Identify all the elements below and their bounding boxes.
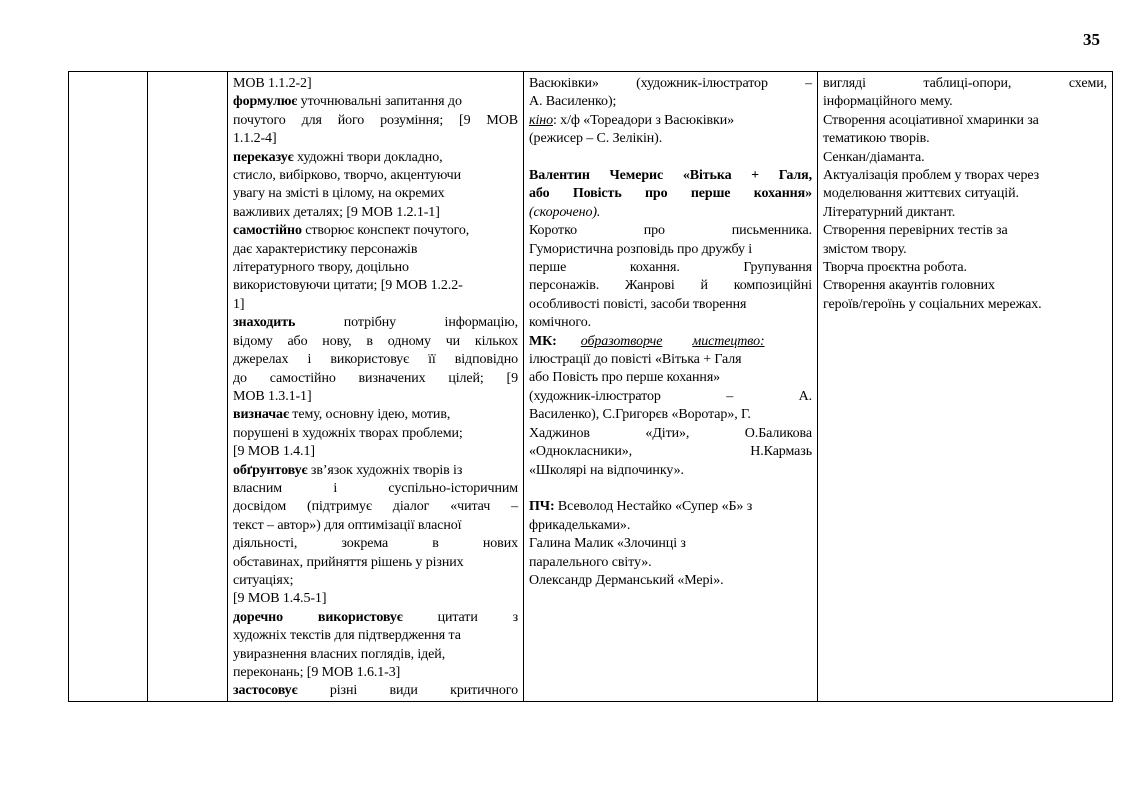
- text-fragment: цитати з: [402, 609, 519, 625]
- text-line: увагу на змісті в цілому, на окремих: [233, 186, 445, 202]
- text-fragment: зв’язок художніх творів із: [307, 462, 463, 478]
- text-line: інформаційного мему.: [823, 94, 953, 110]
- page-number: 35: [1083, 30, 1100, 49]
- text-line: діяльності, зокрема в нових: [233, 536, 518, 552]
- text-line: обставинах, прийняття рішень у різних: [233, 554, 464, 570]
- text-fragment: потрібну інформацію,: [295, 315, 518, 331]
- text-line: персонажів. Жанрові й композиційні: [529, 278, 812, 294]
- text-line: переконань; [9 МОВ 1.6.1-3]: [233, 665, 401, 680]
- text-line: «Однокласники», Н.Кармазь: [529, 444, 812, 460]
- text-line: Створення акаунтів головних: [823, 278, 995, 294]
- key-verb: застосовує: [233, 683, 298, 699]
- kino-label: кіно: [529, 112, 553, 128]
- text-line: Олександр Дерманський «Мері».: [529, 572, 724, 588]
- text-line: вигляді таблиці-опори, схеми,: [823, 76, 1107, 91]
- text-fragment: уточнювальні запитання до: [297, 94, 462, 110]
- text-line: до самостійно визначених цілей; [9: [233, 370, 518, 386]
- text-line: досвідом (підтримує діалог «читач –: [233, 499, 518, 515]
- text-line: стисло, вибірково, творчо, акцентуючи: [233, 168, 461, 184]
- text-line: Галина Малик «Злочинці з: [529, 536, 686, 552]
- text-line: [233, 222, 518, 240]
- text-line: фрикадельками».: [529, 517, 631, 533]
- text-line: текст – автор») для оптимізації власної: [233, 517, 462, 533]
- text-line: Гумористична розповідь про дружбу і: [529, 241, 753, 257]
- text-fragment: : х/ф «Тореадори з Васюківки»: [552, 112, 734, 128]
- text-line: моделювання життєвих ситуацій.: [823, 186, 1019, 202]
- key-verb: переказує: [233, 149, 294, 165]
- text-line: Хаджинов «Діти», О.Баликова: [529, 425, 812, 441]
- text-line: Коротко про письменника.: [529, 223, 812, 239]
- text-line: [233, 609, 518, 627]
- text-line: ілюстрації до повісті «Вітька + Галя: [529, 352, 742, 368]
- text-line: (художник-ілюстратор – А.: [529, 388, 812, 404]
- key-verb: доречно використовує: [233, 609, 403, 625]
- spacer: [529, 149, 812, 167]
- text-line: Створення перевірних тестів за: [823, 223, 1008, 239]
- text-line: Василенко), С.Григорєв «Воротар», Г.: [529, 407, 751, 423]
- mk-label: МК:: [529, 333, 557, 349]
- text-fragment: створює конспект почутого,: [301, 223, 470, 239]
- text-line: МОВ 1.1.2-2]: [233, 76, 312, 91]
- text-line: Сенкан/діаманта.: [823, 149, 925, 165]
- text-line: ситуаціях;: [233, 572, 294, 588]
- table-cell-content: [524, 72, 818, 702]
- text-fragment: художні твори докладно,: [293, 149, 443, 165]
- text-line: літературного твору, доцільно: [233, 260, 409, 276]
- curriculum-table: [68, 71, 1113, 702]
- text-line: паралельного світу».: [529, 554, 652, 570]
- text-line: використовуючи цитати; [9 МОВ 1.2.2-: [233, 278, 463, 294]
- art-subject: образотворче: [580, 333, 663, 349]
- key-verb: самостійно: [233, 223, 302, 239]
- text-line: Створення асоціативної хмаринки за: [823, 112, 1039, 128]
- table-cell-empty-1: [69, 72, 148, 702]
- text-line: [233, 682, 518, 700]
- pch-label: ПЧ:: [529, 499, 555, 515]
- text-line: [233, 314, 518, 332]
- text-line: 1]: [233, 296, 245, 312]
- text-line: увиразнення власних поглядів, ідей,: [233, 646, 446, 662]
- work-title: або Повість про перше кохання»: [529, 186, 812, 202]
- art-subject: мистецтво:: [692, 333, 765, 349]
- text-line: [529, 333, 812, 351]
- text-line: [233, 93, 518, 111]
- text-fragment: Всеволод Нестайко «Супер «Б» з: [554, 499, 753, 515]
- text-line: Васюківки» (художник-ілюстратор –: [529, 76, 812, 91]
- spacer: [529, 480, 812, 498]
- text-line: відому або нову, в одному чи кількох: [233, 333, 518, 349]
- key-verb: обґрунтовує: [233, 462, 308, 478]
- text-line: порушені в художніх творах проблеми;: [233, 425, 463, 441]
- text-line: А. Василенко);: [529, 94, 617, 110]
- text-line: власним і суспільно-історичним: [233, 480, 518, 496]
- text-line: [529, 112, 812, 130]
- table-row: [69, 72, 1113, 702]
- text-line: 1.1.2-4]: [233, 131, 277, 147]
- text-line: [9 МОВ 1.4.1]: [233, 444, 315, 460]
- text-fragment: різні види критичного: [297, 683, 518, 699]
- text-line: комічного.: [529, 315, 592, 331]
- text-line: почутого для його розуміння; [9 МОВ: [233, 112, 518, 128]
- text-line: [233, 149, 518, 167]
- text-line: дає характеристику персонажів: [233, 241, 418, 257]
- key-verb: формулює: [233, 94, 298, 110]
- text-line: особливості повісті, засоби творення: [529, 296, 747, 312]
- text-line: (режисер – С. Зелікін).: [529, 131, 663, 147]
- text-line: [233, 406, 518, 424]
- work-title: Валентин Чемерис «Вітька + Галя,: [529, 168, 812, 184]
- text-line: Творча проєктна робота.: [823, 260, 967, 276]
- table-cell-empty-2: [148, 72, 228, 702]
- text-fragment: тему, основну ідею, мотив,: [288, 407, 451, 423]
- text-line: джерелах і використовує її відповідно: [233, 352, 518, 368]
- text-line: Літературний диктант.: [823, 204, 956, 220]
- text-line: «Школярі на відпочинку».: [529, 462, 684, 478]
- text-line: змістом твору.: [823, 241, 907, 257]
- key-verb: визначає: [233, 407, 289, 423]
- text-line: Актуалізація проблем у творах через: [823, 168, 1040, 184]
- text-line: [233, 462, 518, 480]
- text-line: або Повість про перше кохання»: [529, 370, 721, 386]
- text-line: [9 МОВ 1.4.5-1]: [233, 591, 327, 607]
- text-line: перше кохання. Групування: [529, 260, 812, 276]
- key-verb: знаходить: [233, 315, 296, 331]
- text-line: (скорочено).: [529, 204, 601, 220]
- text-line: художніх текстів для підтвердження та: [233, 628, 461, 644]
- text-line: важливих деталях; [9 МОВ 1.2.1-1]: [233, 204, 440, 220]
- text-line: МОВ 1.3.1-1]: [233, 388, 312, 404]
- text-line: [529, 498, 812, 516]
- table-cell-outcomes: [228, 72, 524, 702]
- text-line: героїв/героїнь у соціальних мережах.: [823, 296, 1042, 312]
- text-line: тематикою творів.: [823, 131, 930, 147]
- table-cell-activities: [818, 72, 1113, 702]
